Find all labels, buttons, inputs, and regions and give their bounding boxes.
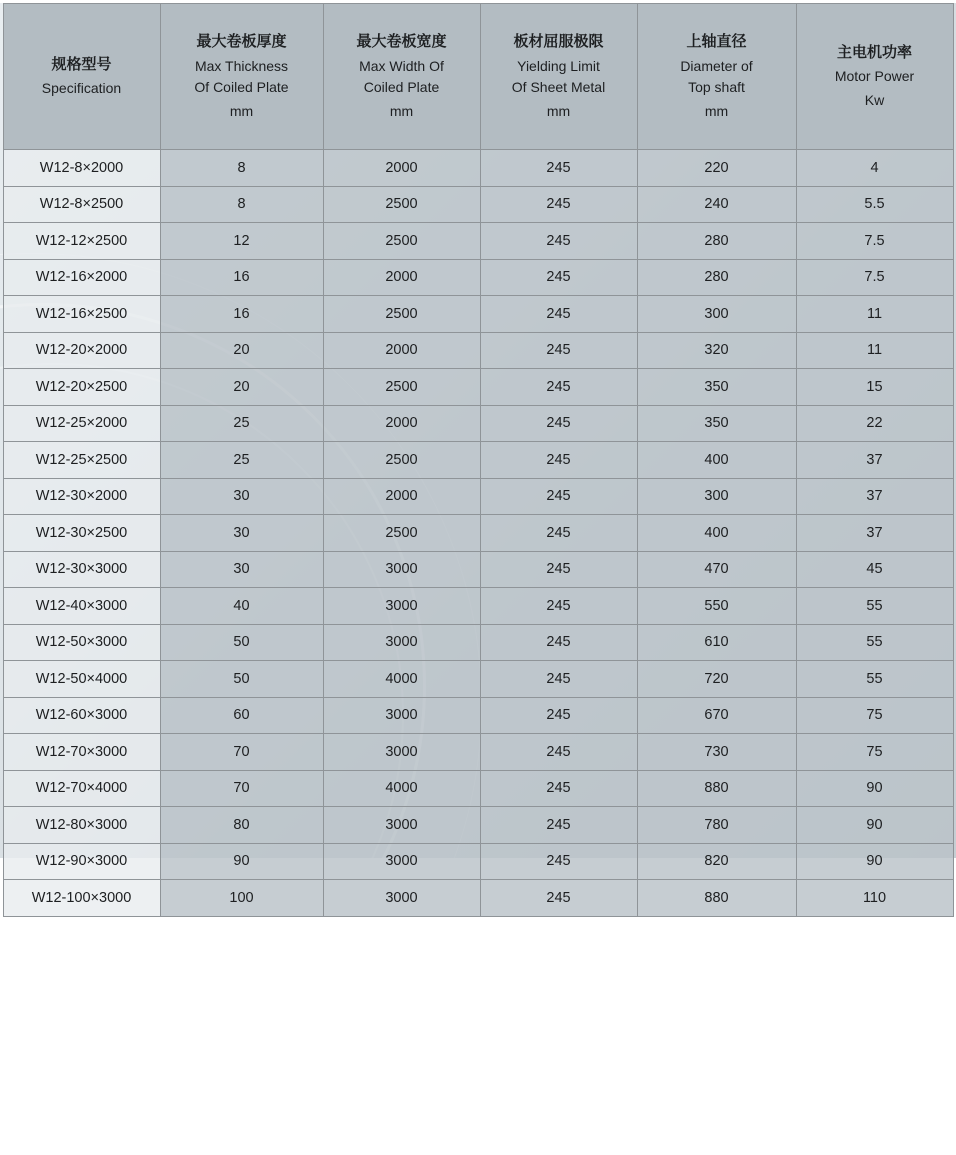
cell-specification: W12-20×2000 [3,332,160,369]
column-header-en-line2: Of Coiled Plate [194,79,289,96]
table-cell: 55 [796,624,953,661]
table-cell: 245 [480,551,637,588]
table-cell: 55 [796,661,953,698]
table-cell: 30 [160,515,323,552]
table-cell: 22 [796,405,953,442]
table-cell: 245 [480,259,637,296]
table-header-row [3,4,953,150]
table-cell: 245 [480,734,637,771]
table-cell: 610 [637,624,796,661]
table-row [3,369,953,406]
column-header-specification [3,4,160,150]
column-header-en-line1: Max Width Of [359,57,444,74]
table-cell: 2500 [323,369,480,406]
cell-specification: W12-12×2500 [3,223,160,260]
column-header-motor-power [796,4,953,150]
table-cell: 400 [637,515,796,552]
table-cell: 25 [160,405,323,442]
table-cell: 2000 [323,150,480,187]
table-header [3,4,953,150]
table-cell: 11 [796,332,953,369]
column-header-cn: 最大卷板宽度 [356,33,447,51]
cell-specification: W12-16×2500 [3,296,160,333]
table-cell: 90 [160,843,323,880]
cell-specification: W12-60×3000 [3,697,160,734]
table-cell: 40 [160,588,323,625]
column-header-unit: Kw [864,92,885,109]
table-cell: 350 [637,405,796,442]
table-row [3,551,953,588]
cell-specification: W12-40×3000 [3,588,160,625]
table-cell: 245 [480,807,637,844]
column-header-top-shaft-diameter [637,4,796,150]
table-cell: 240 [637,186,796,223]
table-cell: 320 [637,332,796,369]
column-header-en-line1: Motor Power [834,68,915,85]
table-cell: 3000 [323,588,480,625]
table-cell: 245 [480,223,637,260]
table-cell: 3000 [323,624,480,661]
table-cell: 75 [796,734,953,771]
column-header-en-line1: Diameter of [680,57,753,74]
cell-specification: W12-30×3000 [3,551,160,588]
table-row [3,734,953,771]
table-row [3,405,953,442]
table-cell: 350 [637,369,796,406]
table-cell: 37 [796,515,953,552]
column-header-en-line2: Coiled Plate [363,79,440,96]
table-row [3,186,953,223]
cell-specification: W12-70×3000 [3,734,160,771]
table-cell: 550 [637,588,796,625]
table-cell: 90 [796,843,953,880]
table-cell: 2500 [323,442,480,479]
table-cell: 2500 [323,186,480,223]
table-row [3,442,953,479]
cell-specification: W12-30×2000 [3,478,160,515]
table-cell: 245 [480,697,637,734]
table-cell: 30 [160,551,323,588]
cell-specification: W12-50×3000 [3,624,160,661]
table-cell: 245 [480,843,637,880]
table-cell: 25 [160,442,323,479]
table-row [3,478,953,515]
table-row [3,807,953,844]
table-cell: 15 [796,369,953,406]
column-header-max-thickness [160,4,323,150]
column-header-cn: 最大卷板厚度 [196,33,287,51]
cell-specification: W12-50×4000 [3,661,160,698]
table-cell: 245 [480,332,637,369]
column-header-en-line2: Of Sheet Metal [511,79,606,96]
table-cell: 16 [160,296,323,333]
table-cell: 300 [637,478,796,515]
specification-table [3,3,954,917]
table-cell: 20 [160,332,323,369]
column-header-unit: mm [389,102,414,119]
table-cell: 2000 [323,405,480,442]
table-cell: 245 [480,442,637,479]
column-header-unit: mm [704,102,729,119]
table-cell: 245 [480,186,637,223]
table-cell: 8 [160,186,323,223]
column-header-max-width [323,4,480,150]
table-cell: 4000 [323,661,480,698]
column-header-yielding-limit [480,4,637,150]
table-row [3,332,953,369]
table-cell: 245 [480,515,637,552]
column-header-en: Specification [41,80,122,97]
table-cell: 3000 [323,880,480,917]
table-cell: 100 [160,880,323,917]
table-row [3,259,953,296]
table-cell: 7.5 [796,259,953,296]
column-header-cn: 规格型号 [51,56,112,74]
cell-specification: W12-8×2000 [3,150,160,187]
table-cell: 2500 [323,223,480,260]
table-cell: 730 [637,734,796,771]
table-cell: 2000 [323,259,480,296]
cell-specification: W12-90×3000 [3,843,160,880]
table-row [3,150,953,187]
table-cell: 245 [480,150,637,187]
table-body [3,150,953,917]
cell-specification: W12-8×2500 [3,186,160,223]
table-row [3,697,953,734]
table-cell: 245 [480,478,637,515]
column-header-en-line1: Yielding Limit [517,57,600,74]
table-cell: 3000 [323,734,480,771]
table-cell: 60 [160,697,323,734]
cell-specification: W12-16×2000 [3,259,160,296]
table-row [3,880,953,917]
table-cell: 37 [796,442,953,479]
table-row [3,624,953,661]
table-cell: 245 [480,770,637,807]
table-cell: 12 [160,223,323,260]
table-cell: 880 [637,770,796,807]
table-cell: 16 [160,259,323,296]
table-row [3,296,953,333]
table-cell: 400 [637,442,796,479]
column-header-cn: 板材屈服极限 [513,33,604,51]
table-row [3,843,953,880]
table-cell: 75 [796,697,953,734]
table-cell: 4 [796,150,953,187]
table-row [3,661,953,698]
table-cell: 45 [796,551,953,588]
table-cell: 245 [480,296,637,333]
table-cell: 245 [480,661,637,698]
table-cell: 300 [637,296,796,333]
table-cell: 245 [480,369,637,406]
table-cell: 245 [480,880,637,917]
table-cell: 3000 [323,807,480,844]
column-header-cn: 主电机功率 [836,44,912,62]
table-cell: 280 [637,223,796,260]
cell-specification: W12-80×3000 [3,807,160,844]
table-cell: 220 [637,150,796,187]
column-header-en-line2: Top shaft [688,79,745,96]
table-cell: 70 [160,734,323,771]
column-header-unit: mm [546,102,571,119]
table-row [3,515,953,552]
table-cell: 20 [160,369,323,406]
table-cell: 5.5 [796,186,953,223]
table-cell: 720 [637,661,796,698]
cell-specification: W12-20×2500 [3,369,160,406]
cell-specification: W12-25×2000 [3,405,160,442]
column-header-unit: mm [229,102,254,119]
table-row [3,588,953,625]
table-cell: 55 [796,588,953,625]
table-cell: 2000 [323,478,480,515]
table-cell: 37 [796,478,953,515]
table-cell: 8 [160,150,323,187]
table-cell: 245 [480,624,637,661]
table-cell: 3000 [323,551,480,588]
table-cell: 11 [796,296,953,333]
table-cell: 470 [637,551,796,588]
page-background [0,3,956,906]
cell-specification: W12-25×2500 [3,442,160,479]
table-cell: 110 [796,880,953,917]
table-cell: 245 [480,588,637,625]
table-cell: 50 [160,661,323,698]
table-cell: 3000 [323,697,480,734]
table-cell: 245 [480,405,637,442]
table-cell: 7.5 [796,223,953,260]
table-cell: 70 [160,770,323,807]
table-cell: 780 [637,807,796,844]
table-cell: 50 [160,624,323,661]
table-cell: 3000 [323,843,480,880]
table-cell: 2500 [323,515,480,552]
table-cell: 280 [637,259,796,296]
table-cell: 90 [796,770,953,807]
column-header-en-line1: Max Thickness [194,57,289,74]
table-cell: 80 [160,807,323,844]
cell-specification: W12-70×4000 [3,770,160,807]
table-cell: 90 [796,807,953,844]
cell-specification: W12-30×2500 [3,515,160,552]
column-header-cn: 上轴直径 [686,33,747,51]
table-cell: 820 [637,843,796,880]
table-cell: 2000 [323,332,480,369]
table-row [3,770,953,807]
table-cell: 4000 [323,770,480,807]
table-cell: 670 [637,697,796,734]
table-cell: 880 [637,880,796,917]
table-cell: 30 [160,478,323,515]
table-row [3,223,953,260]
table-cell: 2500 [323,296,480,333]
cell-specification: W12-100×3000 [3,880,160,917]
